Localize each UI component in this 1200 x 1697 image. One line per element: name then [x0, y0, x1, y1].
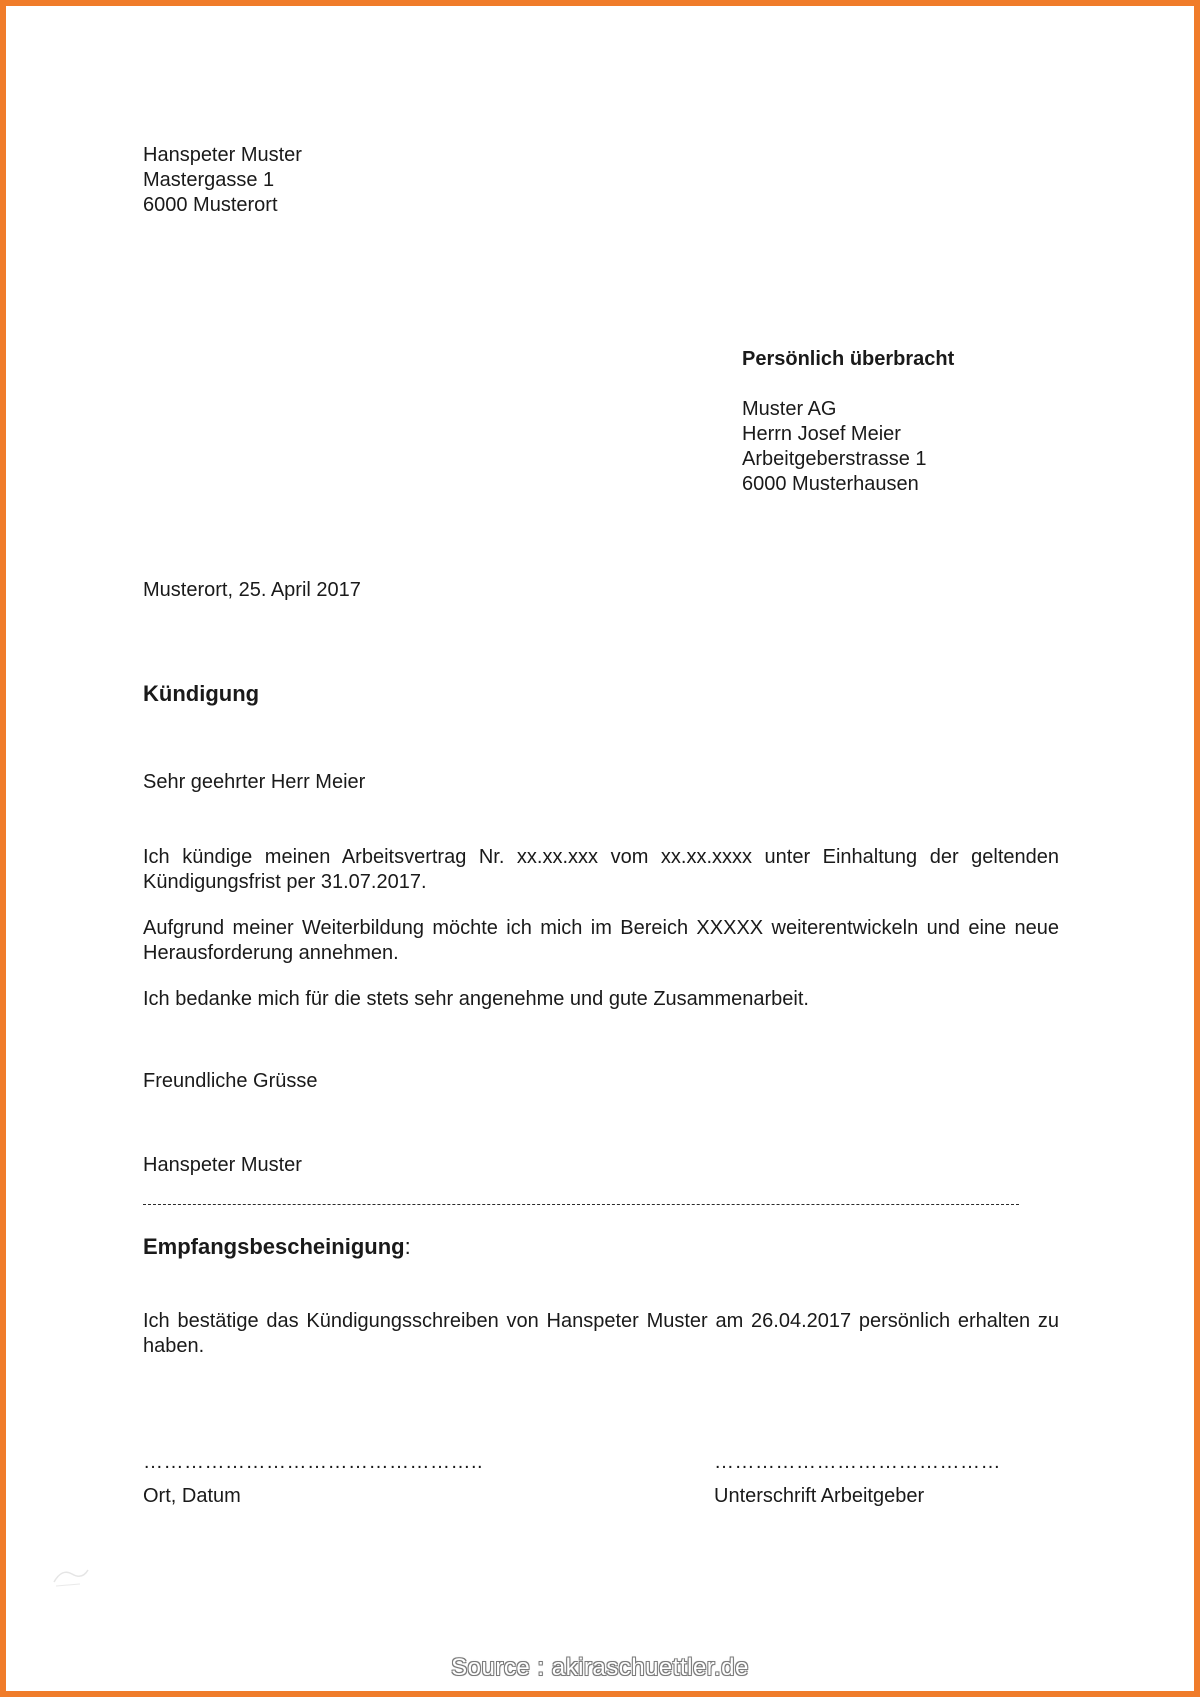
sender-street: Mastergasse 1 [143, 169, 275, 191]
place-date-label: Ort, Datum [143, 1485, 241, 1507]
closing-greeting: Freundliche Grüsse [143, 1070, 318, 1092]
body-paragraph-3: Ich bedanke mich für die stets sehr angenehme und gute Zusammenarbeit. [143, 988, 809, 1010]
recipient-address [742, 397, 927, 497]
subject-heading: Kündigung [143, 681, 260, 706]
faint-corner-mark [50, 1560, 90, 1590]
signature-name: Hanspeter Muster [143, 1154, 302, 1176]
signature-dotted-line: …………………………………… [714, 1451, 1001, 1473]
receipt-heading [143, 1233, 411, 1261]
employer-signature-label: Unterschrift Arbeitgeber [714, 1485, 925, 1507]
recipient-city: 6000 Musterhausen [742, 473, 919, 495]
body-paragraph-1: Ich kündige meinen Arbeitsvertrag Nr. xx.xx.xxx vom xx.xx.xxxx unter Einhaltung der geltenden Kündigungsfrist per 31.07.2017. [143, 846, 1059, 893]
receipt-title: Empfangsbescheinigung [143, 1234, 405, 1259]
receipt-text: Ich bestätige das Kündigungsschreiben von Hanspeter Muster am 26.04.2017 persönlich erhalten zu haben. [143, 1310, 1059, 1357]
place-date-dotted-line: ………………………………………….. [143, 1451, 484, 1473]
body-paragraph-2: Aufgrund meiner Weiterbildung möchte ich mich im Bereich XXXXX weiterentwickeln und eine neue Herausforderung annehmen. [143, 917, 1059, 964]
delivery-note: Persönlich überbracht [742, 348, 955, 370]
receipt-title-colon: : [404, 1234, 411, 1259]
sender-city: 6000 Musterort [143, 194, 278, 216]
recipient-company: Muster AG [742, 398, 837, 420]
sender-name: Hanspeter Muster [143, 144, 302, 166]
date-line: Musterort, 25. April 2017 [143, 579, 361, 601]
sender-address [143, 143, 302, 218]
salutation: Sehr geehrter Herr Meier [143, 771, 366, 793]
cut-line-divider [143, 1204, 1019, 1205]
source-watermark: Source : akiraschuettler.de [451, 1654, 749, 1681]
recipient-person: Herrn Josef Meier [742, 423, 901, 445]
recipient-street: Arbeitgeberstrasse 1 [742, 448, 927, 470]
